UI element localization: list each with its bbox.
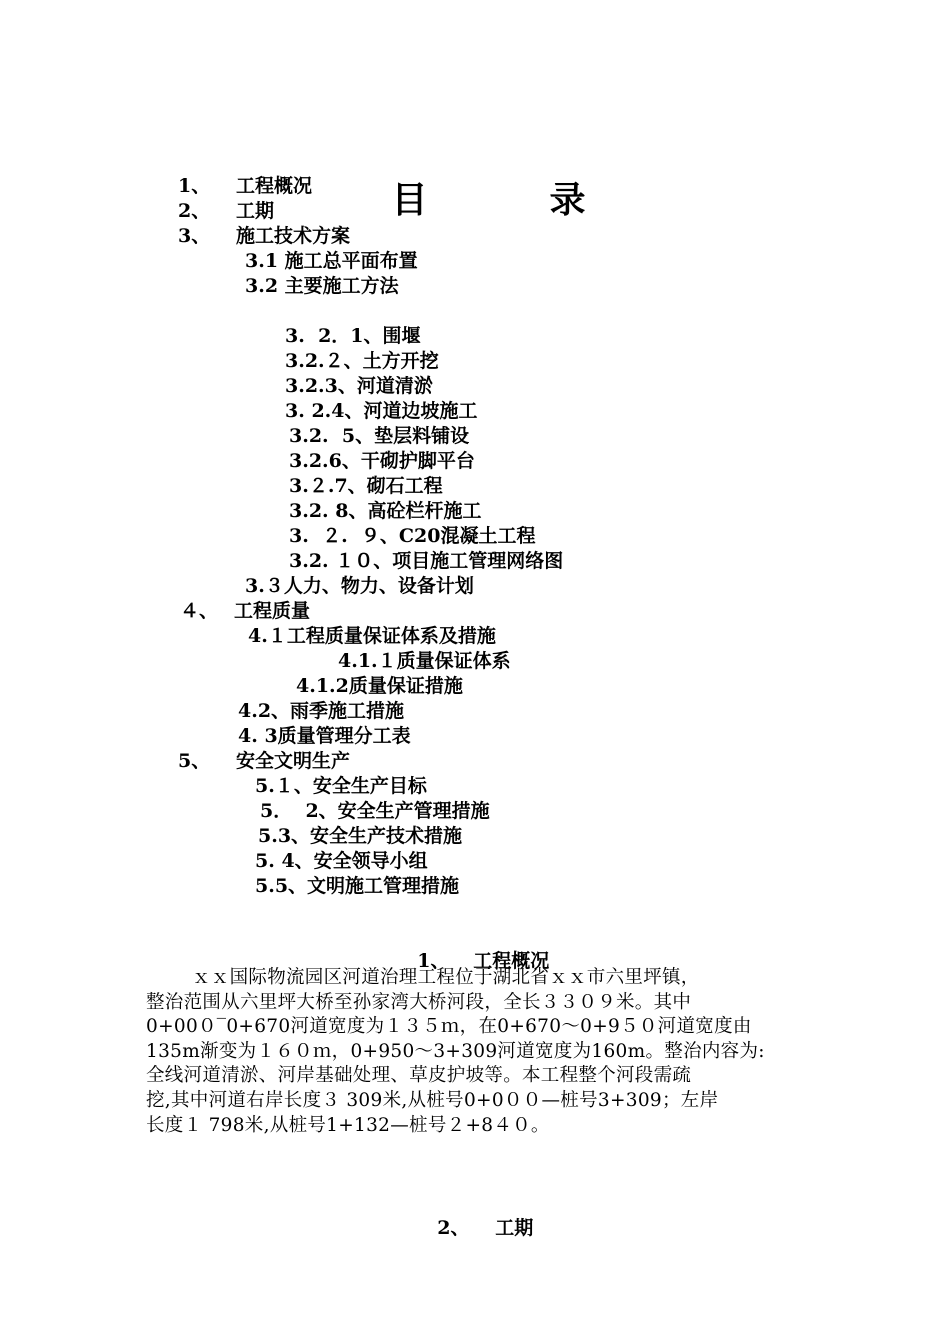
toc-item: 5． 2、安全生产管理措施	[260, 800, 490, 822]
toc-item: 3、 施工技术方案	[178, 225, 351, 247]
toc-item: 3. 2.4、河道边坡施工	[285, 400, 478, 422]
section-title: 工期	[495, 1217, 534, 1239]
toc-item: 3.2. 8、高砼栏杆施工	[289, 500, 482, 522]
title-char-right: 录	[549, 179, 588, 221]
toc-item: 3.３人力、物力、设备计划	[245, 575, 474, 597]
paragraph-line: 全线河道清淤、河岸基础处理、草皮护坡等。本工程整个河段需疏	[146, 1065, 692, 1087]
paragraph-line: ｘｘ国际物流园区河道治理工程位于湖北省ｘｘ市六里坪镇，	[192, 967, 700, 988]
section-number: 1、	[417, 950, 450, 972]
paragraph-line: 0+00０‾0+670河道宽度为１３５ｍ，在0+670～0+9５０河道宽度由	[146, 1016, 752, 1038]
toc-item: 3.1 施工总平面布置	[245, 250, 418, 272]
toc-item: 5.１、安全生产目标	[255, 775, 427, 797]
toc-item: 2、 工期	[178, 200, 275, 222]
toc-item: 3.2.6、干砌护脚平台	[289, 450, 475, 472]
toc-item: 3.2. 5、垫层料铺设	[289, 425, 470, 447]
toc-item: 3.2 主要施工方法	[245, 275, 399, 297]
section-number: 2、	[437, 1217, 470, 1239]
toc-item: 5.3、安全生产技术措施	[258, 825, 463, 847]
toc-item: 5. 4、安全领导小组	[255, 850, 428, 872]
toc-item: ４、 工程质量	[180, 600, 311, 622]
toc-item: 3.２.7、砌石工程	[289, 475, 443, 497]
toc-item: 4. 3质量管理分工表	[238, 725, 411, 747]
paragraph-line: 整治范围从六里坪大桥至孙家湾大桥河段，全长３３０９米。其中	[146, 991, 692, 1013]
section-title: 工程概况	[473, 950, 550, 972]
toc-item: 3. 2．1、围堰	[285, 325, 421, 347]
toc-item: 3.2.3、河道清淤	[285, 375, 433, 397]
toc-item: 4.1.2质量保证措施	[296, 675, 463, 697]
section-heading	[424, 1191, 533, 1240]
toc-item: 5.5、文明施工管理措施	[255, 875, 460, 897]
toc-item: 4.1.１质量保证体系	[338, 650, 511, 672]
paragraph-line: 挖,其中河道右岸长度３ 309米,从桩号0+0００—桩号3+309；左岸	[146, 1089, 719, 1111]
toc-item: 3. ２. ９、C20混凝土工程	[289, 525, 536, 547]
title-char-left: 目	[391, 179, 430, 221]
section-paragraph	[146, 966, 816, 1138]
paragraph-line: 135m渐变为１６０ｍ，0+950～3+309河道宽度为160m。整治内容为:	[146, 1040, 765, 1062]
toc-item: 4.2、雨季施工措施	[238, 700, 405, 722]
toc-item: 1、 工程概况	[178, 175, 313, 197]
page-title	[0, 130, 950, 223]
toc-item: 3.2. １０、项目施工管理网络图	[289, 550, 564, 572]
paragraph-line: 长度１ 798米,从桩号1+132—桩号２+8４０。	[146, 1114, 550, 1136]
toc-item: 4.１工程质量保证体系及措施	[248, 625, 496, 647]
toc-item: 3.2.２、土方开挖	[285, 350, 439, 372]
toc-item: 5、 安全文明生产	[178, 750, 351, 772]
